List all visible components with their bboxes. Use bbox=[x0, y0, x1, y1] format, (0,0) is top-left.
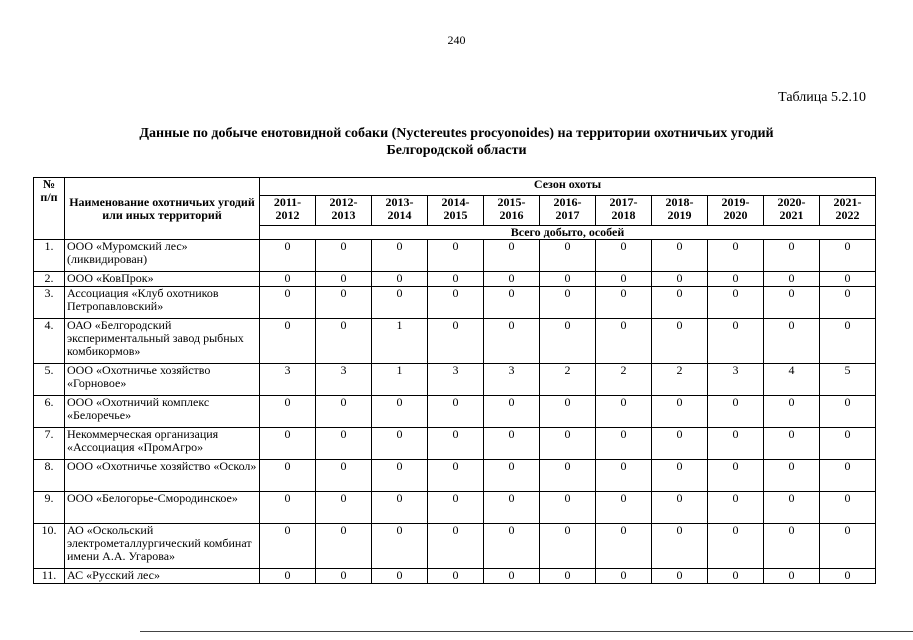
row-value: 0 bbox=[652, 460, 708, 492]
header-season bbox=[764, 196, 820, 226]
row-value: 2 bbox=[540, 364, 596, 396]
row-value: 0 bbox=[764, 428, 820, 460]
row-number: 6. bbox=[34, 396, 65, 428]
row-value: 1 bbox=[372, 364, 428, 396]
row-value: 0 bbox=[652, 524, 708, 569]
row-value: 0 bbox=[372, 272, 428, 287]
table-row bbox=[34, 319, 876, 364]
row-value: 0 bbox=[316, 272, 372, 287]
row-value: 0 bbox=[428, 396, 484, 428]
row-value: 0 bbox=[652, 428, 708, 460]
row-value: 0 bbox=[260, 460, 316, 492]
row-number: 2. bbox=[34, 272, 65, 287]
season-end: 2016 bbox=[499, 208, 524, 222]
row-value: 0 bbox=[260, 524, 316, 569]
row-value: 0 bbox=[540, 524, 596, 569]
row-value: 0 bbox=[484, 569, 540, 584]
row-value: 0 bbox=[484, 396, 540, 428]
header-row-group bbox=[34, 178, 876, 196]
row-value: 3 bbox=[708, 364, 764, 396]
season-start: 2014- bbox=[441, 195, 470, 209]
row-value: 0 bbox=[260, 396, 316, 428]
row-value: 3 bbox=[316, 364, 372, 396]
row-value: 5 bbox=[820, 364, 876, 396]
header-season bbox=[484, 196, 540, 226]
row-value: 0 bbox=[820, 569, 876, 584]
row-value: 0 bbox=[708, 492, 764, 524]
season-end: 2014 bbox=[387, 208, 412, 222]
row-number: 4. bbox=[34, 319, 65, 364]
table-row bbox=[34, 524, 876, 569]
row-value: 0 bbox=[260, 272, 316, 287]
table-body bbox=[34, 240, 876, 584]
row-value: 0 bbox=[596, 396, 652, 428]
row-value: 0 bbox=[652, 319, 708, 364]
row-value: 0 bbox=[484, 460, 540, 492]
row-value: 0 bbox=[372, 524, 428, 569]
season-start: 2012- bbox=[329, 195, 358, 209]
season-end: 2018 bbox=[611, 208, 636, 222]
header-season bbox=[820, 196, 876, 226]
row-value: 0 bbox=[316, 428, 372, 460]
row-value: 0 bbox=[708, 272, 764, 287]
row-value: 0 bbox=[540, 272, 596, 287]
title-line-1: Данные по добыче енотовидной собаки (Nyctereutes procyonoides) на территории охотничьих угодий bbox=[139, 126, 774, 141]
row-value: 0 bbox=[764, 396, 820, 428]
row-name: ООО «Муромский лес» (ликвидирован) bbox=[65, 240, 260, 272]
row-value: 0 bbox=[428, 492, 484, 524]
row-name: АС «Русский лес» bbox=[65, 569, 260, 584]
row-value: 0 bbox=[428, 569, 484, 584]
row-value: 0 bbox=[540, 396, 596, 428]
row-name: ООО «КовПрок» bbox=[65, 272, 260, 287]
row-number: 1. bbox=[34, 240, 65, 272]
row-value: 0 bbox=[428, 287, 484, 319]
row-value: 0 bbox=[484, 524, 540, 569]
row-value: 0 bbox=[596, 319, 652, 364]
row-value: 1 bbox=[372, 319, 428, 364]
season-end: 2022 bbox=[835, 208, 860, 222]
row-value: 0 bbox=[428, 428, 484, 460]
season-start: 2020- bbox=[777, 195, 806, 209]
bottom-rule bbox=[140, 631, 913, 632]
table-row bbox=[34, 492, 876, 524]
row-value: 0 bbox=[372, 492, 428, 524]
row-value: 0 bbox=[820, 272, 876, 287]
row-value: 4 bbox=[764, 364, 820, 396]
row-value: 0 bbox=[764, 319, 820, 364]
row-value: 0 bbox=[372, 460, 428, 492]
row-value: 0 bbox=[372, 396, 428, 428]
row-value: 0 bbox=[708, 569, 764, 584]
season-start: 2016- bbox=[553, 195, 582, 209]
season-start: 2011- bbox=[273, 195, 302, 209]
row-value: 0 bbox=[652, 569, 708, 584]
season-end: 2015 bbox=[443, 208, 468, 222]
table-row bbox=[34, 569, 876, 584]
row-value: 3 bbox=[260, 364, 316, 396]
row-value: 2 bbox=[596, 364, 652, 396]
row-value: 0 bbox=[540, 460, 596, 492]
header-season bbox=[428, 196, 484, 226]
row-value: 0 bbox=[428, 240, 484, 272]
row-value: 0 bbox=[428, 460, 484, 492]
row-value: 0 bbox=[820, 428, 876, 460]
row-value: 0 bbox=[708, 460, 764, 492]
row-value: 0 bbox=[764, 569, 820, 584]
row-value: 0 bbox=[260, 287, 316, 319]
header-number-line-1: № bbox=[42, 177, 56, 191]
row-value: 0 bbox=[652, 396, 708, 428]
row-value: 0 bbox=[820, 524, 876, 569]
row-value: 0 bbox=[428, 524, 484, 569]
row-value: 0 bbox=[708, 240, 764, 272]
table-row bbox=[34, 240, 876, 272]
row-value: 0 bbox=[596, 524, 652, 569]
row-value: 0 bbox=[764, 272, 820, 287]
row-value: 0 bbox=[596, 272, 652, 287]
row-value: 0 bbox=[596, 460, 652, 492]
row-value: 0 bbox=[316, 396, 372, 428]
row-value: 0 bbox=[372, 240, 428, 272]
page-number: 240 bbox=[447, 33, 466, 47]
row-value: 0 bbox=[428, 272, 484, 287]
table-label: Таблица 5.2.10 bbox=[778, 90, 866, 105]
row-value: 3 bbox=[428, 364, 484, 396]
row-value: 0 bbox=[820, 460, 876, 492]
row-name: Ассоциация «Клуб охотников Петропавловский» bbox=[65, 287, 260, 319]
row-value: 0 bbox=[540, 319, 596, 364]
row-value: 0 bbox=[316, 524, 372, 569]
row-value: 0 bbox=[260, 240, 316, 272]
row-number: 8. bbox=[34, 460, 65, 492]
row-value: 0 bbox=[484, 492, 540, 524]
row-value: 0 bbox=[372, 287, 428, 319]
season-start: 2017- bbox=[609, 195, 638, 209]
row-name: ООО «Белогорье-Смородинское» bbox=[65, 492, 260, 524]
row-name: ООО «Охотничье хозяйство «Горновое» bbox=[65, 364, 260, 396]
row-value: 0 bbox=[316, 240, 372, 272]
row-name: ООО «Охотничье хозяйство «Оскол» bbox=[65, 460, 260, 492]
table-row bbox=[34, 364, 876, 396]
row-value: 0 bbox=[540, 240, 596, 272]
row-value: 0 bbox=[708, 287, 764, 319]
header-season bbox=[316, 196, 372, 226]
row-value: 0 bbox=[260, 492, 316, 524]
season-end: 2013 bbox=[331, 208, 356, 222]
row-value: 0 bbox=[540, 569, 596, 584]
row-value: 0 bbox=[372, 428, 428, 460]
row-value: 0 bbox=[316, 460, 372, 492]
header-total-label: Всего добыто, особей bbox=[260, 226, 876, 240]
row-value: 0 bbox=[708, 428, 764, 460]
season-start: 2018- bbox=[665, 195, 694, 209]
row-value: 0 bbox=[764, 287, 820, 319]
row-number: 3. bbox=[34, 287, 65, 319]
row-number: 9. bbox=[34, 492, 65, 524]
header-season bbox=[260, 196, 316, 226]
season-end: 2019 bbox=[667, 208, 692, 222]
row-name: Некоммерческая организация «Ассоциация «ПромАгро» bbox=[65, 428, 260, 460]
row-value: 0 bbox=[764, 240, 820, 272]
row-value: 2 bbox=[652, 364, 708, 396]
row-value: 0 bbox=[596, 240, 652, 272]
season-start: 2013- bbox=[385, 195, 414, 209]
document-title bbox=[60, 125, 853, 159]
row-value: 0 bbox=[316, 492, 372, 524]
season-end: 2021 bbox=[779, 208, 804, 222]
row-value: 0 bbox=[484, 272, 540, 287]
row-number: 10. bbox=[34, 524, 65, 569]
header-number bbox=[34, 178, 65, 240]
row-value: 0 bbox=[540, 428, 596, 460]
row-value: 0 bbox=[820, 319, 876, 364]
row-name: ООО «Охотничий комплекс «Белоречье» bbox=[65, 396, 260, 428]
row-value: 0 bbox=[764, 492, 820, 524]
row-value: 0 bbox=[316, 569, 372, 584]
row-value: 0 bbox=[484, 319, 540, 364]
row-value: 0 bbox=[652, 287, 708, 319]
row-number: 11. bbox=[34, 569, 65, 584]
season-end: 2020 bbox=[723, 208, 748, 222]
table-row bbox=[34, 460, 876, 492]
row-value: 0 bbox=[596, 428, 652, 460]
season-end: 2012 bbox=[275, 208, 300, 222]
table-row bbox=[34, 428, 876, 460]
row-value: 0 bbox=[540, 492, 596, 524]
row-name: ОАО «Белгородский экспериментальный завод рыбных комбикормов» bbox=[65, 319, 260, 364]
row-value: 0 bbox=[652, 240, 708, 272]
row-value: 0 bbox=[652, 492, 708, 524]
row-value: 0 bbox=[260, 569, 316, 584]
row-value: 0 bbox=[316, 287, 372, 319]
row-number: 7. bbox=[34, 428, 65, 460]
season-end: 2017 bbox=[555, 208, 580, 222]
season-start: 2015- bbox=[497, 195, 526, 209]
table-row bbox=[34, 272, 876, 287]
season-start: 2019- bbox=[721, 195, 750, 209]
row-value: 0 bbox=[596, 287, 652, 319]
header-season bbox=[652, 196, 708, 226]
table-row bbox=[34, 396, 876, 428]
table-header bbox=[34, 178, 876, 240]
header-name: Наименование охотничьих угодий или иных территорий bbox=[65, 178, 260, 240]
row-value: 0 bbox=[372, 569, 428, 584]
row-value: 0 bbox=[260, 428, 316, 460]
row-value: 3 bbox=[484, 364, 540, 396]
row-value: 0 bbox=[820, 396, 876, 428]
row-value: 0 bbox=[484, 287, 540, 319]
header-season bbox=[708, 196, 764, 226]
row-value: 0 bbox=[316, 319, 372, 364]
row-value: 0 bbox=[708, 319, 764, 364]
row-value: 0 bbox=[484, 428, 540, 460]
row-value: 0 bbox=[540, 287, 596, 319]
row-value: 0 bbox=[764, 524, 820, 569]
row-value: 0 bbox=[708, 396, 764, 428]
row-value: 0 bbox=[428, 319, 484, 364]
row-value: 0 bbox=[820, 492, 876, 524]
row-value: 0 bbox=[708, 524, 764, 569]
row-value: 0 bbox=[820, 287, 876, 319]
title-line-2: Белгородской области bbox=[386, 143, 527, 158]
row-value: 0 bbox=[820, 240, 876, 272]
header-season bbox=[596, 196, 652, 226]
row-value: 0 bbox=[596, 569, 652, 584]
table-row bbox=[34, 287, 876, 319]
row-number: 5. bbox=[34, 364, 65, 396]
row-value: 0 bbox=[260, 319, 316, 364]
row-value: 0 bbox=[484, 240, 540, 272]
header-number-line-2: п/п bbox=[40, 190, 58, 204]
header-season bbox=[540, 196, 596, 226]
row-value: 0 bbox=[764, 460, 820, 492]
row-value: 0 bbox=[596, 492, 652, 524]
hunting-data-table bbox=[33, 177, 876, 584]
header-season bbox=[372, 196, 428, 226]
season-start: 2021- bbox=[833, 195, 862, 209]
header-season-group: Сезон охоты bbox=[260, 178, 876, 196]
row-name: АО «Оскольский электрометаллургический комбинат имени А.А. Угарова» bbox=[65, 524, 260, 569]
row-value: 0 bbox=[652, 272, 708, 287]
